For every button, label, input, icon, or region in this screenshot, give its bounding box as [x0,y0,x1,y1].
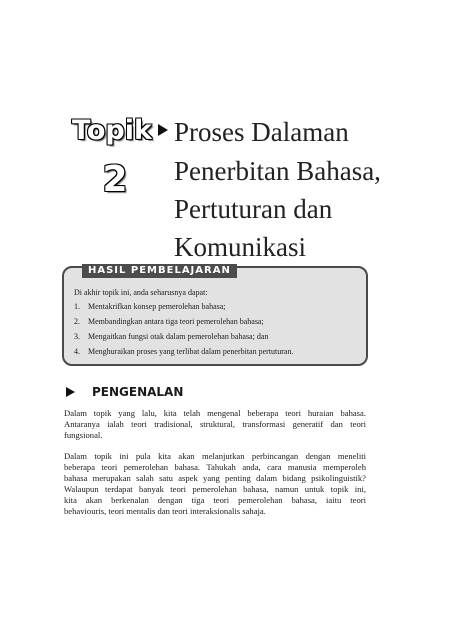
topic-word: Topik [72,115,152,146]
outcome-number: 4. [74,347,80,356]
topic-number: 2 [102,159,128,200]
paragraph-1-line-3: fungsional. [64,430,103,440]
learning-outcomes-heading: HASIL PEMBELAJARAN [82,264,237,278]
outcome-number: 3. [74,332,80,341]
title-line-3: Pertuturan dan [174,194,333,224]
section-title: PENGENALAN [92,385,184,399]
outcome-item-2 [74,317,264,327]
outcome-item-4 [74,347,293,357]
outcome-number: 2. [74,317,80,326]
topic-label [64,116,160,200]
outcome-text: Menghuraikan proses yang terlibat dalam penerbitan pertuturan. [88,347,294,356]
paragraph-1-line-1: Dalam topik yang lalu, kita telah mengenal beberapa teori huraian bahasa. [64,408,366,418]
paragraph-2-line-3: bahasa merupakan salah satu aspek yang penting dalam bidang psikolinguistik? [64,473,366,483]
paragraph-2-line-6: behaviouris, teori mentalis dan teori interaksionalis sahaja. [64,506,266,516]
paragraph-2-line-2: beberapa teori pemerolehan bahasa. Tahukah anda, cara manusia memperoleh [64,462,366,472]
title-arrow-icon [158,124,168,136]
title-line-1: Proses Dalaman [174,117,349,147]
section-arrow-icon [66,387,75,397]
paragraph-2-line-4: Walaupun terdapat banyak teori pemerolehan bahasa, namun untuk topik ini, [64,484,366,494]
paragraph-1-line-2: Antaranya ialah teori tradisional, struktural, transformasi generatif dan teori [64,419,366,429]
learning-outcomes-intro: Di akhir topik ini, anda seharusnya dapat: [74,288,208,297]
outcome-text: Mengaitkan fungsi otak dalam pemerolehan bahasa; dan [88,332,269,341]
title-line-2: Penerbitan Bahasa, [174,156,381,186]
outcome-number: 1. [74,302,80,311]
paragraph-2-line-5: kita akan berkenalan dengan tiga teori pemerolehan bahasa, iaitu teori [64,495,366,505]
outcome-text: Membandingkan antara tiga teori pemerolehan bahasa; [88,317,264,326]
outcome-item-3 [74,332,268,342]
outcome-text: Mentakrifkan konsep pemerolehan bahasa; [88,302,226,311]
paragraph-2-line-1: Dalam topik ini pula kita akan melanjutkan perbincangan dengan meneliti [64,451,366,461]
outcome-item-1 [74,302,226,312]
title-line-4: Komunikasi [174,232,306,262]
